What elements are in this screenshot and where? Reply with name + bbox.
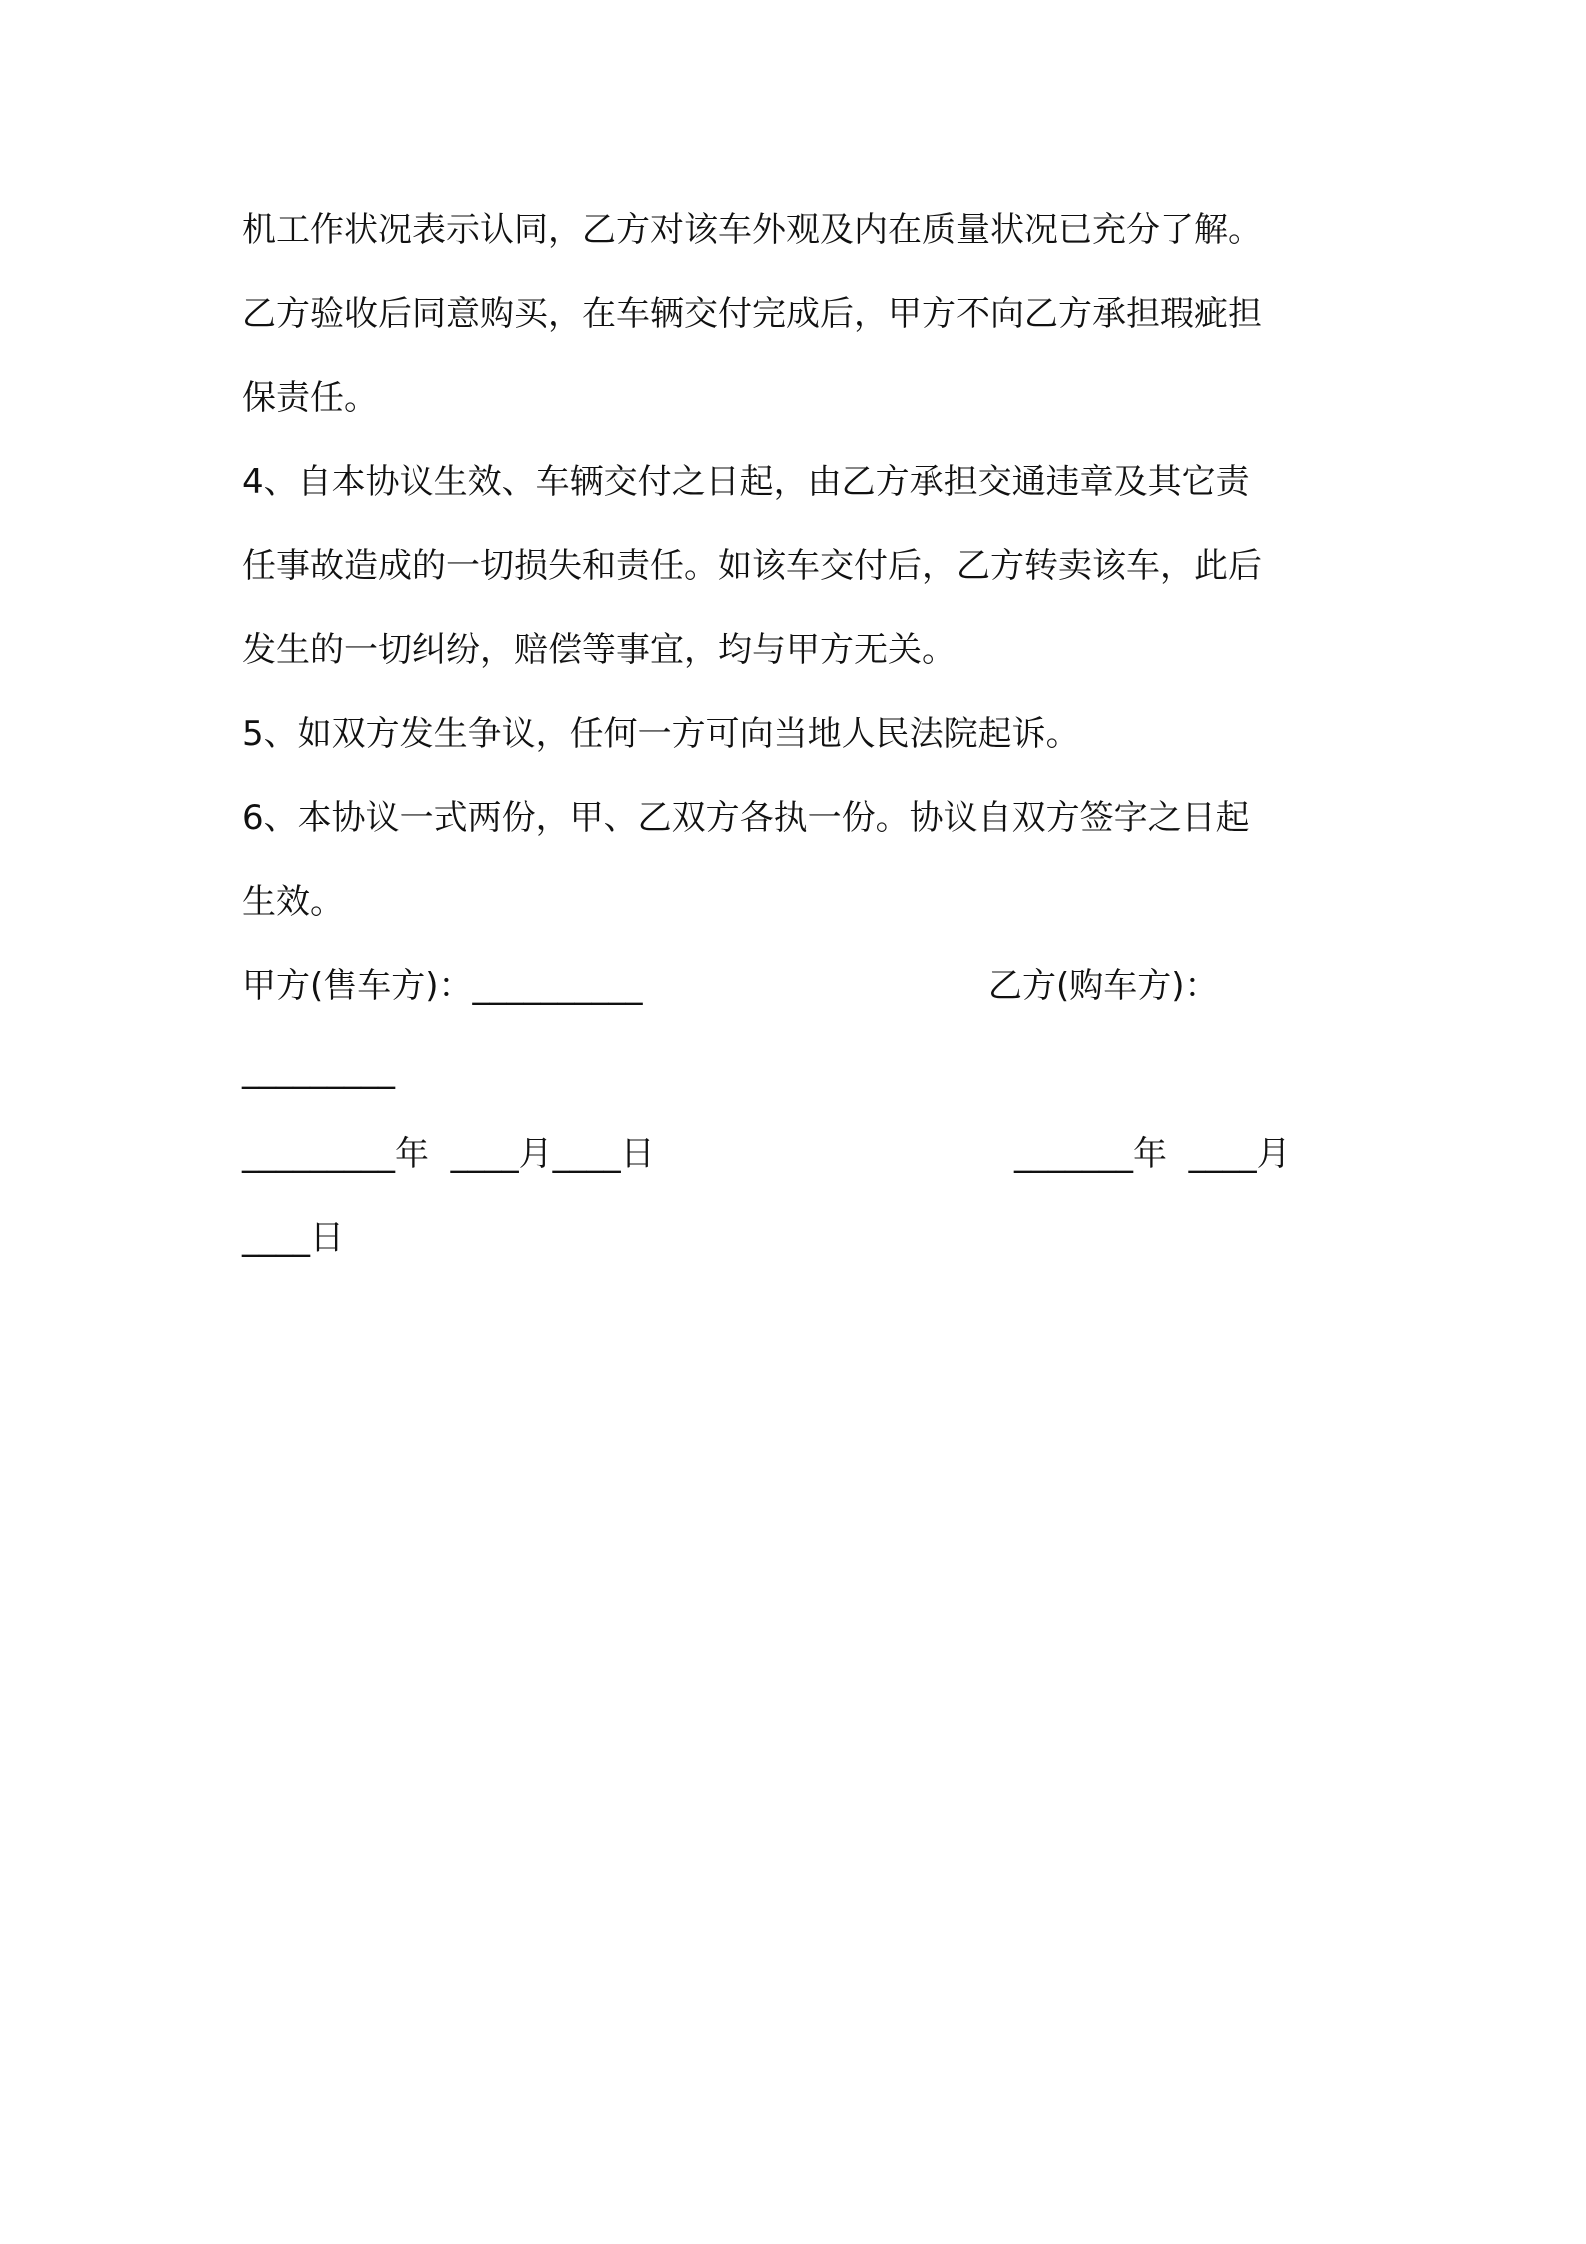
contract-body (242, 188, 1362, 944)
clause-6-line: 6、本协议一式两份，甲、乙双方各执一份。协议自双方签字之日起 (242, 798, 1250, 838)
clause-4-line: 任事故造成的一切损失和责任。如该车交付后，乙方转卖该车，此后 (242, 546, 1262, 586)
party-b-signature-blank: _________ (242, 1050, 395, 1090)
body-line: 保责任。 (242, 378, 378, 418)
party-b-signature-label: 乙方(购车方)： (988, 966, 1219, 1006)
body-line: 机工作状况表示认同，乙方对该车外观及内在质量状况已充分了解。 (242, 210, 1262, 250)
body-line: 乙方验收后同意购买，在车辆交付完成后，甲方不向乙方承担瑕疵担 (242, 294, 1262, 334)
party-a-date-line: _________年 ____月____日 (242, 1134, 655, 1174)
clause-6-line: 生效。 (242, 882, 344, 922)
party-a-signature-line: 甲方(售车方)：__________ (242, 966, 643, 1006)
clause-4-line: 发生的一切纠纷，赔偿等事宜，均与甲方无关。 (242, 630, 956, 670)
clause-5-line: 5、如双方发生争议，任何一方可向当地人民法院起诉。 (242, 714, 1080, 754)
party-b-date-line: _______年 ____月 (1014, 1134, 1291, 1174)
clause-4-line: 4、自本协议生效、车辆交付之日起，由乙方承担交通违章及其它责 (242, 462, 1250, 502)
party-b-date-day: ____日 (242, 1218, 344, 1258)
